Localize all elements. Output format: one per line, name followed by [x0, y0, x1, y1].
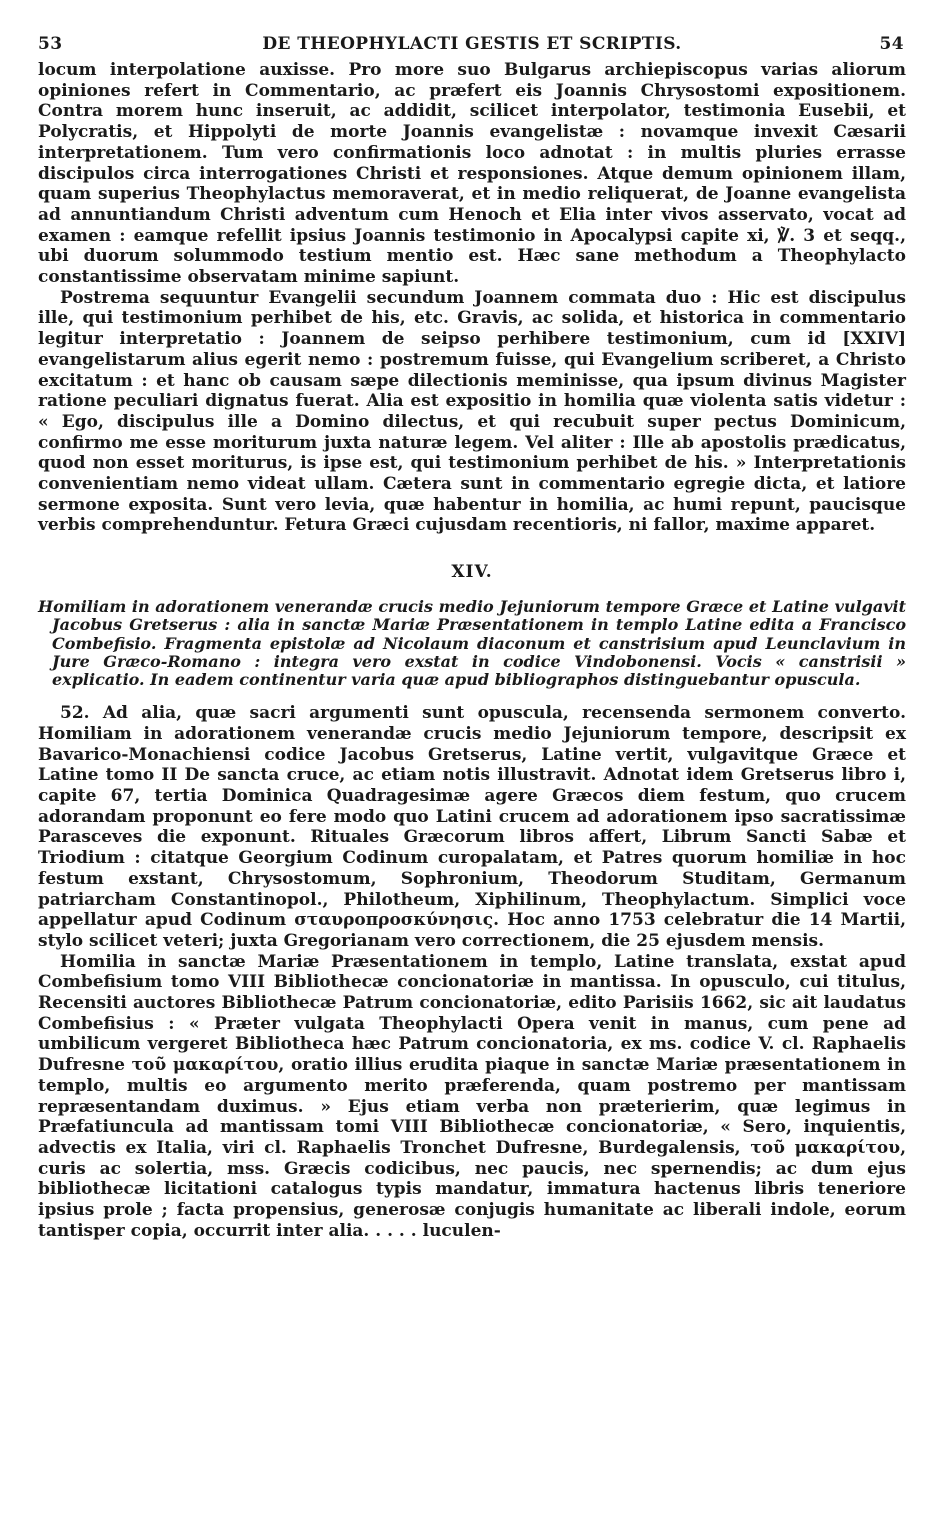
running-title: DE THEOPHYLACTI GESTIS ET SCRIPTIS.	[262, 34, 682, 54]
paragraph-4: Homilia in sanctæ Mariæ Præsentationem in templo, Latine translata, exstat apud Combefisium tomo VIII Bibliothecæ concionatoriæ in mantissa. In opusculo, cui titulus, Recensiti auctores Bibliothecæ Patrum concionatoriæ, edito Parisiis 1662, sic ait laudatus Combefisius : « Præter vulgata Theophylacti Opera venit in manus, cum pene ad umbilicum vergeret Bibliotheca hæc Patrum concionatoria, ex ms. codice V. cl. Raphaelis Dufresne τοῦ μακαρίτου, oratio illius erudita piaque in sanctæ Mariæ præsentationem in templo, multis eo argumento merito præferenda, quam postremo per mantissam repræsentandam duximus. » Ejus etiam verba non præterierim, quæ legimus in Præfatiuncula ad mantissam tomi VIII Bibliothecæ concionatoriæ, « Sero, inquientis, advectis ex Italia, viri cl. Raphaelis Tronchet Dufresne, Burdegalensis, τοῦ μακαρίτου, curis ac solertia, mss. Græcis codicibus, nec paucis, nec spernendis; ac dum ejus bibliothecæ licitationi catalogus typis mandatur, immatura hactenus libris teneriore ipsius prole ; facta propensius, generosæ conjugis humanitate ac liberali indole, eorum tantisper copia, occurrit inter alia. . . . . luculen-	[38, 951, 906, 1241]
paragraph-52: 52. Ad alia, quæ sacri argumenti sunt opuscula, recensenda sermonem converto. Homiliam in adorationem venerandæ crucis medio Jejuniorum tempore, descripsit ex Bavarico-Monachiensi codice Jacobus Gretserus, Latine vertit, vulgavitque Græce et Latine tomo II De sancta cruce, ac etiam notis illustravit. Adnotat idem Gretserus libro i, capite 67, tertia Dominica Quadragesimæ agere Græcos diem festum, quo crucem adorandam proponunt eo fere modo quo Latini crucem ad adorationem ipso sacratissimæ Parasceves die exponunt. Rituales Græcorum libros affert, Librum Sancti Sabæ et Triodium : citatque Georgium Codinum curopalatam, et Patres quorum homiliæ in hoc festum exstant, Chrysostomum, Sophronium, Theodorum Studitam, Germanum patriarcham Constantinopol., Philotheum, Xiphilinum, Theophylactum. Simplici voce appellatur apud Codinum σταυροπροσκύνησις. Hoc anno 1753 celebratur die 14 Martii, stylo scilicet veteri; juxta Gregorianam vero correctionem, die 25 ejusdem mensis.	[38, 703, 906, 951]
page-number-right: 54	[879, 34, 904, 54]
running-head	[38, 34, 906, 60]
page-number-left: 53	[38, 34, 63, 54]
paragraph-2: Postrema sequuntur Evangelii secundum Joannem commata duo : Hic est discipulus ille, qui testimonium perhibet de his, etc. Gravis, ac solida, et historica in commentario legitur interpretatio : Joannem de seipso perhibere testimonium, cum id [XXIV] evangelistarum alius egerit nemo : postremum fuisse, qui Evangelium scriberet, a Christo excitatum : et hanc ob causam sæpe dilectionis meminisse, qua ipsum divinus Magister ratione peculiari dignatus fuerat. Alia est expositio in homilia quæ violenta satis videtur : « Ego, discipulus ille a Domino dilectus, et qui recubuit super pectus Dominicum, confirmo me esse moriturum juxta naturæ legem. Vel aliter : Ille ab apostolis prædicatus, quod non esset moriturus, is ipse est, qui testimonium perhibet de his. » Interpretationis convenientiam nemo videat ullam. Cætera sunt in commentario egregie dicta, et latiore sermone exposita. Sunt vero levia, quæ habentur in homilia, ac humi repunt, paucisque verbis comprehenduntur. Fetura Græci cujusdam recentioris, ni fallor, maxime apparet.	[38, 287, 906, 536]
section-summary: Homiliam in adorationem venerandæ crucis medio Jejuniorum tempore Græce et Latine vulgavit Jacobus Gretserus : alia in sanctæ Mariæ Præsentationem in templo Latine edita a Francisco Combefisio. Fragmenta epistolæ ad Nicolaum diaconum et canstrisium apud Leunclavium in Jure Græco-Romano : integra vero exstat in codice Vindobonensi. Vocis « canstrisii » explicatio. In eadem continentur varia quæ apud bibliographos distinguebantur opuscula.	[38, 597, 906, 689]
section-heading: XIV.	[451, 562, 493, 583]
paragraph-1: locum interpolatione auxisse. Pro more suo Bulgarus archiepiscopus varias aliorum opiniones refert in Commentario, ac præfert eis Joannis Chrysostomi expositionem. Contra morem hunc inseruit, ac addidit, scilicet interpolator, testimonia Eusebii, et Polycratis, et Hippolyti de morte Joannis evangelistæ : novamque invexit Cæsarii interpretationem. Tum vero confirmationis loco adnotat : in multis pluries errasse discipulos circa interrogationes Christi et responsiones. Atque demum opinionem illam, quam superius Theophylactus memoraverat, et in medio reliquerat, de Joanne evangelista ad annuntiandum Christi adventum cum Henoch et Elia inter vivos asservato, vocat ad examen : eamque refellit ipsius Joannis testimonio in Apocalypsi capite xi, ℣. 3 et seqq., ubi duorum solummodo testium mentio est. Hæc sane methodum a Theophylacto constantissime observatam minime sapiunt.	[38, 60, 906, 288]
